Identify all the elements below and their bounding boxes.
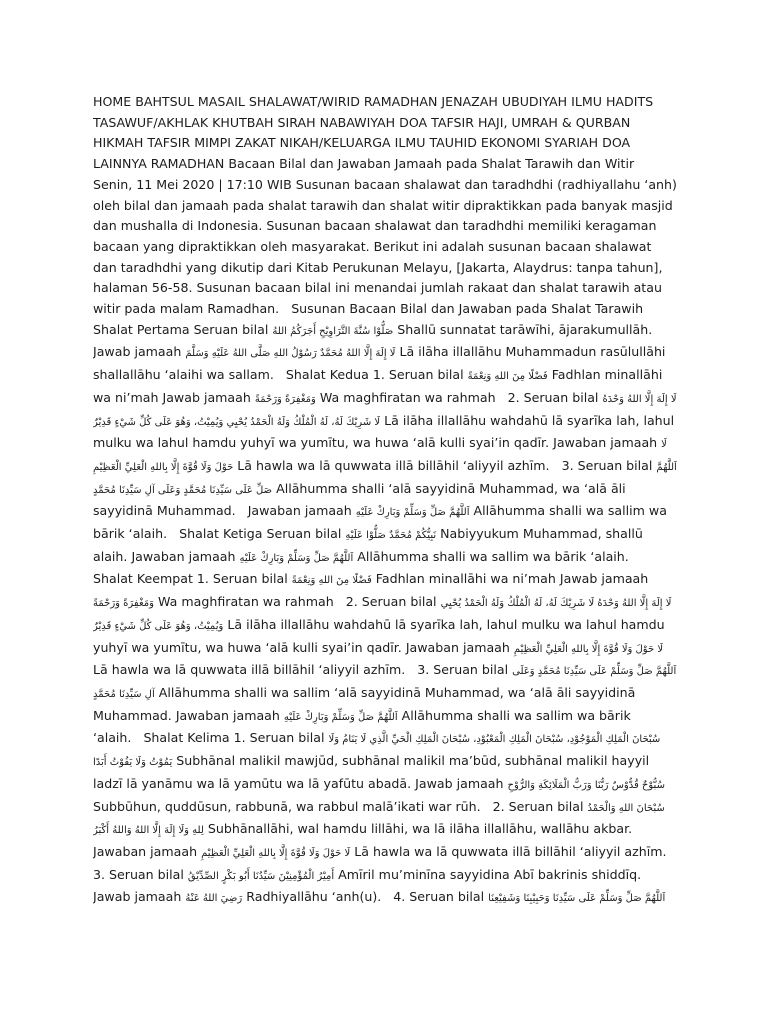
s4-3-jawab-arabic: اَللَّهُمَّ صَلِّ وَسَلِّمْ وَبَارِكْ عَلَيْهِ (283, 711, 398, 723)
s2-1-jawab-latin: Wa maghfiratan wa rahmah (319, 389, 496, 405)
s2-1-latin: Fadhlan minallāhi wa ni’mah (93, 367, 663, 405)
s3-arabic: نَبِيُّكُمْ مُحَمَّدٌ صَلُّوْا عَلَيْهِ (345, 530, 437, 542)
article-date: Senin, 11 Mei 2020 | 17:10 WIB (93, 176, 292, 192)
s4-2-jawab-label: Jawaban jamaah (405, 639, 510, 655)
article-title: Bacaan Bilal dan Jawaban Jamaah pada Shalat Tarawih dan Witir (228, 156, 635, 172)
s1-jawab-arabic: لَا إِلَهَ إِلَّا اللهُ مُحَمَّدٌ رَسُوْلُ اللهِ صَلَّى اللهُ عَلَيْهِ وَسَلَّمَ (185, 348, 396, 360)
s4-2-label: 2. Seruan bilal (345, 594, 437, 610)
s4-label: Shalat Keempat 1. Seruan bilal (93, 571, 288, 587)
s2-3-jawab-latin: Allāhumma shalli wa sallim wa bārik ‘alaih. (93, 503, 667, 542)
s5-4-arabic: اَللَّهُمَّ صَلِّ وَسَلِّمْ عَلَى سَيِّدِنَا وَحَبِيْبِنَا وَشَفِيْعِنَا (488, 893, 666, 905)
s4-2-arabic: لَا إِلَهَ إِلَّا اللهُ وَحْدَهُ لَا شَرِيْكَ لَهُ، لَهُ الْمُلْكُ وَلَهُ الْحَمْدُ يُحْيِي وَيُمِيْتُ، وَهُوَ عَلَى كُلِّ شَيْءٍ قَدِيْرٌ (93, 598, 672, 632)
s5-2-jawab-label: Jawaban jamaah (93, 843, 198, 859)
s3-jawab-label: Jawaban jamaah (131, 548, 236, 564)
s5-1-jawab-label: Jawab jamaah (415, 775, 504, 791)
s2-3-jawab-label: Jawaban jamaah (247, 503, 352, 519)
s4-2-latin: Lā ilāha illallāhu wahdahū lā syarīka lah, lahul mulku wa lahul hamdu yuhyī wa yumītu, wa huwa ‘alā kulli syai’in qadīr. (93, 616, 665, 655)
section-heading: Susunan Bacaan Bilal dan Jawaban pada Shalat Tarawih (291, 301, 644, 317)
s5-2-label: 2. Seruan bilal (492, 798, 584, 814)
s2-3-jawab-arabic: اَللَّهُمَّ صَلِّ وَسَلِّمْ وَبَارِكْ عَلَيْهِ (355, 507, 470, 519)
s2-2-arabic: لَا إِلَهَ إِلَّا اللهُ وَحْدَهُ لَا شَرِيْكَ لَهُ، لَهُ الْمُلْكُ وَلَهُ الْحَمْدُ يُحْيِي وَيُمِيْتُ، وَهُوَ عَلَى كُلِّ شَيْءٍ قَدِيْرٌ (93, 393, 677, 428)
s5-1-jawab-arabic: سُبُّوْحٌ قُدُّوْسٌ رَبُّنَا وَرَبُّ الْمَلَائِكَةِ وَالرُّوْحِ (507, 779, 665, 791)
s4-1-jawab-label: Jawab jamaah (559, 571, 649, 587)
s2-2-latin: Lā ilāha illallāhu wahdahū lā syarīka lah, lahul mulku wa lahul hamdu yuhyī wa yumītu, wa huwa ‘alā kulli syai’in qadīr. (93, 412, 675, 451)
s2-2-label: 2. Seruan bilal (507, 389, 599, 405)
s5-2-jawab-arabic: لَا حَوْلَ وَلَا قُوَّةَ إِلَّا بِاللهِ الْعَلِيِّ الْعَظِيْمِ (201, 847, 351, 859)
s5-3-jawab-label: Jawab jamaah (93, 889, 182, 905)
s5-4-label: 4. Seruan bilal (393, 889, 485, 905)
s1-latin: Shallū sunnatat tarāwīhi, ājarakumullāh. (397, 321, 653, 337)
s5-3-jawab-latin: Radhiyallāhu ‘anh(u). (246, 889, 382, 905)
s5-2-latin: Subhānallāhi, wal hamdu lillāhi, wa lā ilāha illallāhu, wallāhu akbar. (207, 821, 633, 837)
s4-1-latin: Fadhlan minallāhi wa ni’mah (375, 571, 556, 587)
s2-3-latin: Allāhumma shalli ‘alā sayyidinā Muhammad, wa ‘alā āli sayyidinā Muhammad. (93, 480, 626, 519)
s3-jawab-latin: Allāhumma shalli wa sallim wa bārik ‘alaih. (357, 548, 629, 564)
s2-1-jawab-label: Jawab jamaah (162, 389, 251, 405)
s3-label: Shalat Ketiga Seruan bilal (179, 526, 342, 542)
s4-3-latin: Allāhumma shalli wa sallim ‘alā sayyidinā Muhammad, wa ‘alā āli sayyidinā Muhammad. (93, 684, 636, 723)
s4-2-jawab-arabic: لَا حَوْلَ وَلَا قُوَّةَ إِلَّا بِاللهِ الْعَلِيِّ الْعَظِيْمِ (513, 643, 664, 655)
s2-2-jawab-arabic: لَا حَوْلَ وَلَا قُوَّةَ إِلَّا بِاللهِ الْعَلِيِّ الْعَظِيْمِ (93, 439, 667, 473)
s4-1-arabic: فَضْلًا مِنَ اللهِ وَنِعْمَةً (291, 575, 372, 587)
s4-3-jawab-latin: Allāhumma shalli wa sallim wa bārik ‘alaih. (93, 707, 631, 746)
s3-jawab-arabic: اَللَّهُمَّ صَلِّ وَسَلِّمْ وَبَارِكْ عَلَيْهِ (239, 552, 354, 564)
s4-3-jawab-label: Jawaban jamaah (175, 707, 280, 723)
s2-3-arabic: اَللَّهُمَّ صَلِّ عَلَى سَيِّدِنَا مُحَمَّدٍ وَعَلَى آلِ سَيِّدِنَا مُحَمَّدٍ (93, 461, 677, 496)
s5-1-latin: Subhānal malikil mawjūd, subhānal malikil ma’būd, subhānal malikil hayyil ladzī lā yanāmu wa lā yamūtu wa lā yafūtu abadā. (93, 753, 650, 791)
s1-arabic: صَلُّوْا سُنَّةَ التَّرَاوِيْحِ أَجَرَكُمُ اللهُ (272, 325, 394, 337)
s5-1-jawab-latin: Subbūhun, quddūsun, rabbunā, wa rabbul malā’ikati war rūh. (93, 798, 481, 814)
s4-2-jawab-latin: Lā hawla wa lā quwwata illā billāhil ‘aliyyil azhīm. (93, 662, 406, 678)
s2-2-jawab-latin: Lā hawla wa lā quwwata illā billāhil ‘aliyyil azhīm. (237, 457, 550, 473)
s4-1-jawab-latin: Wa maghfiratan wa rahmah (158, 594, 334, 610)
s5-1-arabic: سُبْحَانَ الْمَلِكِ الْمَوْجُوْدِ، سُبْحَانَ الْمَلِكِ الْمَعْبُوْدِ، سُبْحَانَ الْمَلِكِ الْحَيِّ الَّذِي لَا يَنَامُ وَلَا يَمُوْتُ وَلَا يَفُوْتُ أَبَدًا (93, 734, 661, 769)
s5-3-latin: Amīril mu’minīna sayyidina Abī bakrinis shiddīq. (338, 866, 642, 882)
s4-1-jawab-arabic: وَمَغْفِرَةً وَرَحْمَةً (93, 598, 154, 610)
s2-2-jawab-label: Jawaban jamaah (553, 435, 658, 451)
s4-3-arabic: اَللَّهُمَّ صَلِّ وَسَلِّمْ عَلَى سَيِّدِنَا مُحَمَّدٍ وَعَلَى آلِ سَيِّدِنَا مُحَمَّدٍ (93, 666, 677, 700)
nav-menu-text: HOME BAHTSUL MASAIL SHALAWAT/WIRID RAMADHAN JENAZAH UBUDIYAH ILMU HADITS TASAWUF/AKHLAK KHUTBAH SIRAH NABAWIYAH DOA TAFSIR HAJI, UMRAH & QURBAN HIKMAH TAFSIR MIMPI ZAKAT NIKAH/KELUARGA ILMU TAUHID EKONOMI SYARIAH DOA LAINNYA RAMADHAN (93, 94, 654, 172)
s1-jawab-label: Jawab jamaah (93, 344, 182, 360)
s2-1-arabic: فَضْلًا مِنَ اللهِ وَنِعْمَةً (467, 371, 548, 383)
s1-label: Shalat Pertama Seruan bilal (93, 321, 269, 337)
s5-3-jawab-arabic: رَضِيَ اللهُ عَنْهُ (185, 893, 243, 905)
s2-label: Shalat Kedua 1. Seruan bilal (285, 367, 464, 383)
s1-jawab-latin: Lā ilāha illallāhu Muhammadun rasūlullāhi shallallāhu ‘alaihi wa sallam. (93, 344, 666, 383)
s4-3-label: 3. Seruan bilal (417, 662, 509, 678)
s2-3-label: 3. Seruan bilal (561, 457, 653, 473)
s2-1-jawab-arabic: وَمَغْفِرَةً وَرَحْمَةً (254, 393, 316, 405)
document-body-text (93, 92, 677, 910)
s3-latin: Nabiyyukum Muhammad, shallū alaih. (93, 526, 643, 564)
s5-label: Shalat Kelima 1. Seruan bilal (143, 730, 325, 746)
s5-2-jawab-latin: Lā hawla wa lā quwwata illā billāhil ‘aliyyil azhīm. (354, 843, 667, 859)
s5-2-arabic: سُبْحَانَ اللهِ وَالْحَمْدُ لِلهِ وَلَا إِلَهَ إِلَّا اللهُ وَاللهُ أَكْبَرُ (93, 802, 665, 837)
intro-paragraph: Susunan bacaan shalawat dan taradhdhi (radhiyallahu ‘anh) oleh bilal dan jamaah pada shalat tarawih dan shalat witir dipraktikkan pada banyak masjid dan mushalla di Indonesia. Susunan bacaan shalawat dan taradhdhi memiliki keragaman bacaan yang dipraktikkan oleh masyarakat. Berikut ini adalah susunan bacaan shalawat dan taradhdhi yang dikutip dari Kitab Perukunan Melayu, [Jakarta, Alaydrus: tanpa tahun], halaman 56-58. Susunan bacaan bilal ini menandai jumlah rakaat dan shalat tarawih atau witir pada malam Ramadhan. (93, 176, 677, 317)
s5-3-label: 3. Seruan bilal (93, 866, 184, 882)
s5-3-arabic: أَمِيْرُ الْمُؤْمِنِيْنَ سَيِّدُنَا أَبُو بَكْرٍ الصِّدِّيْقُ (187, 870, 335, 882)
